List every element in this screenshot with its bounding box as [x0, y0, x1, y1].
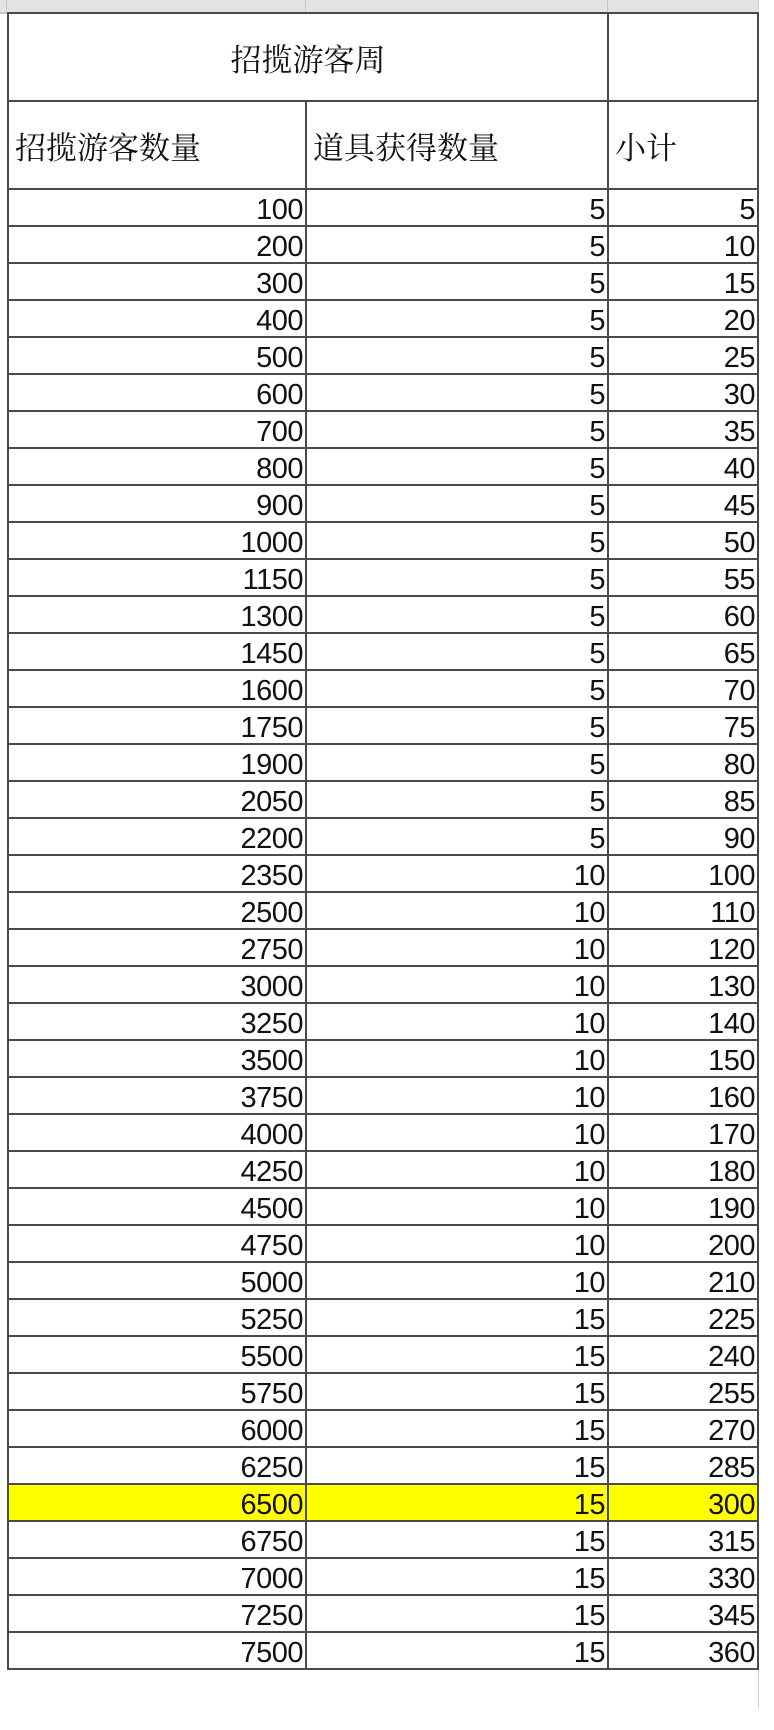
cell-items[interactable]: 10: [306, 1114, 608, 1151]
cell-subtotal[interactable]: 345: [608, 1595, 758, 1632]
cell-visitors[interactable]: 2050: [8, 781, 306, 818]
cell-items[interactable]: 5: [306, 337, 608, 374]
table-row: [8, 1188, 758, 1225]
cell-items[interactable]: 5: [306, 633, 608, 670]
reward-table: [7, 12, 759, 1670]
cell-subtotal[interactable]: 55: [608, 559, 758, 596]
cell-visitors[interactable]: 1750: [8, 707, 306, 744]
cell-subtotal[interactable]: 100: [608, 855, 758, 892]
cell-subtotal[interactable]: 270: [608, 1410, 758, 1447]
cell-subtotal[interactable]: 5: [608, 189, 758, 226]
cell-items[interactable]: 10: [306, 1188, 608, 1225]
cell-subtotal[interactable]: 210: [608, 1262, 758, 1299]
cell-subtotal[interactable]: 60: [608, 596, 758, 633]
cell-visitors[interactable]: 5500: [8, 1336, 306, 1373]
table-row: [8, 189, 758, 226]
cell-visitors[interactable]: 5250: [8, 1299, 306, 1336]
cell-items[interactable]: 15: [306, 1484, 608, 1521]
cell-visitors[interactable]: 100: [8, 189, 306, 226]
cell-subtotal[interactable]: 190: [608, 1188, 758, 1225]
cell-visitors[interactable]: 6750: [8, 1521, 306, 1558]
cell-items[interactable]: 5: [306, 596, 608, 633]
table-row: [8, 670, 758, 707]
table-row: [8, 1299, 758, 1336]
cell-subtotal[interactable]: 200: [608, 1225, 758, 1262]
cell-subtotal[interactable]: 150: [608, 1040, 758, 1077]
cell-visitors[interactable]: 800: [8, 448, 306, 485]
cell-visitors[interactable]: 200: [8, 226, 306, 263]
table-row: [8, 1632, 758, 1669]
cell-items[interactable]: 5: [306, 707, 608, 744]
empty-cell[interactable]: [608, 13, 758, 101]
table-row: [8, 633, 758, 670]
cell-subtotal[interactable]: 120: [608, 929, 758, 966]
table-row: [8, 818, 758, 855]
table-row: [8, 1040, 758, 1077]
cell-items[interactable]: 10: [306, 929, 608, 966]
cell-visitors[interactable]: 700: [8, 411, 306, 448]
table-row: [8, 263, 758, 300]
cell-items[interactable]: 5: [306, 300, 608, 337]
cell-visitors[interactable]: 1450: [8, 633, 306, 670]
next-column-edge: [758, 0, 774, 1730]
table-row: [8, 448, 758, 485]
cell-visitors[interactable]: 4000: [8, 1114, 306, 1151]
table-row: [8, 300, 758, 337]
cell-subtotal[interactable]: 25: [608, 337, 758, 374]
cell-subtotal[interactable]: 90: [608, 818, 758, 855]
cell-visitors[interactable]: 900: [8, 485, 306, 522]
cell-items[interactable]: 10: [306, 1262, 608, 1299]
cell-subtotal[interactable]: 45: [608, 485, 758, 522]
table-row: [8, 744, 758, 781]
cell-subtotal[interactable]: 225: [608, 1299, 758, 1336]
table-row: [8, 1521, 758, 1558]
cell-visitors[interactable]: 4250: [8, 1151, 306, 1188]
cell-subtotal[interactable]: 255: [608, 1373, 758, 1410]
cell-subtotal[interactable]: 30: [608, 374, 758, 411]
cell-items[interactable]: 10: [306, 1040, 608, 1077]
cell-subtotal[interactable]: 330: [608, 1558, 758, 1595]
cell-items[interactable]: 15: [306, 1299, 608, 1336]
cell-subtotal[interactable]: 80: [608, 744, 758, 781]
cell-subtotal[interactable]: 85: [608, 781, 758, 818]
cell-items[interactable]: 10: [306, 892, 608, 929]
table-row: [8, 522, 758, 559]
header-visitors[interactable]: 招揽游客数量: [8, 101, 306, 189]
cell-visitors[interactable]: 400: [8, 300, 306, 337]
cell-subtotal[interactable]: 315: [608, 1521, 758, 1558]
table-row: [8, 966, 758, 1003]
cell-visitors[interactable]: 7500: [8, 1632, 306, 1669]
cell-visitors[interactable]: 3250: [8, 1003, 306, 1040]
cell-visitors[interactable]: 2500: [8, 892, 306, 929]
cell-items[interactable]: 5: [306, 744, 608, 781]
cell-items[interactable]: 15: [306, 1373, 608, 1410]
table-row: [8, 1262, 758, 1299]
table-row: [8, 1373, 758, 1410]
cell-visitors[interactable]: 300: [8, 263, 306, 300]
cell-visitors[interactable]: 3750: [8, 1077, 306, 1114]
cell-visitors[interactable]: 1000: [8, 522, 306, 559]
cell-subtotal[interactable]: 110: [608, 892, 758, 929]
cell-subtotal[interactable]: 170: [608, 1114, 758, 1151]
cell-subtotal[interactable]: 40: [608, 448, 758, 485]
cell-items[interactable]: 5: [306, 485, 608, 522]
cell-subtotal[interactable]: 35: [608, 411, 758, 448]
table-row: [8, 1114, 758, 1151]
table-row: [8, 929, 758, 966]
cell-visitors[interactable]: 7000: [8, 1558, 306, 1595]
cell-visitors[interactable]: 5000: [8, 1262, 306, 1299]
cell-items[interactable]: 15: [306, 1336, 608, 1373]
cell-items[interactable]: 15: [306, 1447, 608, 1484]
cell-visitors[interactable]: 3000: [8, 966, 306, 1003]
cell-visitors[interactable]: 500: [8, 337, 306, 374]
header-row: [8, 101, 758, 189]
table-row: [8, 374, 758, 411]
cell-items[interactable]: 15: [306, 1595, 608, 1632]
cell-items[interactable]: 5: [306, 559, 608, 596]
cell-subtotal[interactable]: 285: [608, 1447, 758, 1484]
cell-items[interactable]: 10: [306, 1077, 608, 1114]
cell-subtotal[interactable]: 75: [608, 707, 758, 744]
cell-items[interactable]: 10: [306, 966, 608, 1003]
cell-subtotal[interactable]: 360: [608, 1632, 758, 1669]
cell-items[interactable]: 10: [306, 855, 608, 892]
cell-subtotal[interactable]: 140: [608, 1003, 758, 1040]
cell-visitors[interactable]: 600: [8, 374, 306, 411]
table-row: [8, 707, 758, 744]
cell-subtotal[interactable]: 10: [608, 226, 758, 263]
table-row: [8, 1447, 758, 1484]
cell-subtotal[interactable]: 240: [608, 1336, 758, 1373]
cell-subtotal[interactable]: 300: [608, 1484, 758, 1521]
table-row: [8, 1336, 758, 1373]
cell-items[interactable]: 5: [306, 781, 608, 818]
cell-subtotal[interactable]: 130: [608, 966, 758, 1003]
cell-items[interactable]: 5: [306, 522, 608, 559]
header-subtotal[interactable]: 小计: [608, 101, 758, 189]
cell-visitors[interactable]: 6500: [8, 1484, 306, 1521]
table-row: [8, 1595, 758, 1632]
cell-subtotal[interactable]: 180: [608, 1151, 758, 1188]
cell-visitors[interactable]: 2750: [8, 929, 306, 966]
cell-visitors[interactable]: 7250: [8, 1595, 306, 1632]
table-row: [8, 892, 758, 929]
header-items[interactable]: 道具获得数量: [306, 101, 608, 189]
cell-subtotal[interactable]: 70: [608, 670, 758, 707]
table-row: [8, 1077, 758, 1114]
cell-subtotal[interactable]: 65: [608, 633, 758, 670]
table-row: [8, 855, 758, 892]
cell-items[interactable]: 5: [306, 226, 608, 263]
table-row: [8, 1225, 758, 1262]
cell-items[interactable]: 5: [306, 818, 608, 855]
cell-visitors[interactable]: 3500: [8, 1040, 306, 1077]
cell-visitors[interactable]: 6000: [8, 1410, 306, 1447]
table-title[interactable]: 招揽游客周: [8, 13, 608, 101]
cell-visitors[interactable]: 1900: [8, 744, 306, 781]
table-row: [8, 559, 758, 596]
table-row: [8, 1558, 758, 1595]
table-row: [8, 226, 758, 263]
cell-items[interactable]: 5: [306, 189, 608, 226]
cell-items[interactable]: 10: [306, 1151, 608, 1188]
table-row: [8, 781, 758, 818]
cell-visitors[interactable]: 1600: [8, 670, 306, 707]
table-row: [8, 411, 758, 448]
cell-subtotal[interactable]: 15: [608, 263, 758, 300]
table-row: [8, 337, 758, 374]
cell-visitors[interactable]: 6250: [8, 1447, 306, 1484]
cell-items[interactable]: 15: [306, 1410, 608, 1447]
cell-items[interactable]: 15: [306, 1632, 608, 1669]
table-row: [8, 596, 758, 633]
cell-items[interactable]: 15: [306, 1558, 608, 1595]
cell-items[interactable]: 15: [306, 1521, 608, 1558]
cell-items[interactable]: 10: [306, 1225, 608, 1262]
cell-visitors[interactable]: 2350: [8, 855, 306, 892]
empty-area: [0, 1708, 774, 1730]
title-row: [8, 13, 758, 101]
table-row: [8, 1151, 758, 1188]
cell-visitors[interactable]: 2200: [8, 818, 306, 855]
cell-subtotal[interactable]: 160: [608, 1077, 758, 1114]
cell-visitors[interactable]: 1150: [8, 559, 306, 596]
table-row: [8, 485, 758, 522]
table-row: [8, 1410, 758, 1447]
cell-items[interactable]: 5: [306, 448, 608, 485]
cell-items[interactable]: 5: [306, 374, 608, 411]
table-row-highlighted: [8, 1484, 758, 1521]
cell-items[interactable]: 5: [306, 411, 608, 448]
cell-items[interactable]: 10: [306, 1003, 608, 1040]
cell-items[interactable]: 5: [306, 263, 608, 300]
cell-visitors[interactable]: 1300: [8, 596, 306, 633]
cell-visitors[interactable]: 5750: [8, 1373, 306, 1410]
cell-subtotal[interactable]: 20: [608, 300, 758, 337]
cell-visitors[interactable]: 4750: [8, 1225, 306, 1262]
cell-items[interactable]: 5: [306, 670, 608, 707]
cell-visitors[interactable]: 4500: [8, 1188, 306, 1225]
table-row: [8, 1003, 758, 1040]
cell-subtotal[interactable]: 50: [608, 522, 758, 559]
